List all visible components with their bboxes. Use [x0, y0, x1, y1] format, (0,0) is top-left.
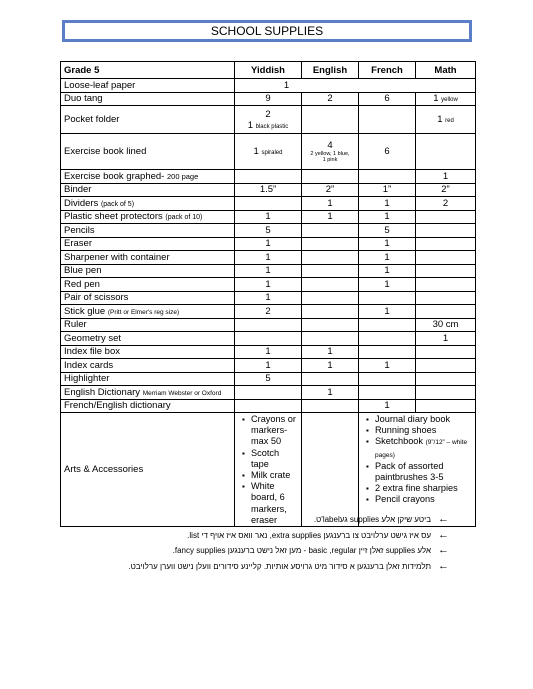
- math-cell: [416, 92, 476, 106]
- table-row: [61, 210, 476, 224]
- yiddish-note: black plastic: [255, 123, 289, 130]
- table-row: [61, 291, 476, 305]
- yiddish-cell: 2: [235, 305, 302, 319]
- french-cell: 1: [359, 251, 416, 265]
- yiddish-cell: 5: [235, 372, 302, 386]
- yiddish-cell: 1: [235, 264, 302, 278]
- table-row: [61, 251, 476, 265]
- english-cell: [302, 413, 359, 527]
- item-label: Dividers: [64, 197, 99, 209]
- french-cell: [359, 332, 416, 346]
- item-cell: Eraser: [61, 237, 235, 251]
- yiddish-cell: [235, 197, 302, 211]
- table-row: [61, 278, 476, 292]
- english-note: 2 yellow, 1 blue,: [310, 151, 350, 157]
- note-text: אלע supplies זאלן זיין basic ,regular - מען זאל נישט ברענגען fancy supplies.: [172, 546, 431, 555]
- math-cell: [416, 237, 476, 251]
- french-cell: 1: [359, 305, 416, 319]
- math-cell: [416, 359, 476, 373]
- french-cell: 1”: [359, 183, 416, 197]
- english-cell: [302, 106, 359, 134]
- math-note: yellow: [441, 97, 458, 104]
- french-arts-list: [362, 414, 472, 506]
- english-cell: 1: [302, 210, 359, 224]
- english-cell: [302, 134, 359, 170]
- item-label: Exercise book graphed-: [64, 170, 165, 182]
- yiddish-qty-2: 1: [247, 119, 253, 131]
- arrow-left-icon: ←: [438, 528, 449, 541]
- item-cell: Index cards: [61, 359, 235, 373]
- yiddish-qty: 2: [265, 108, 271, 120]
- table-row: [61, 92, 476, 106]
- math-cell: [416, 264, 476, 278]
- yiddish-cell: 9: [235, 92, 302, 106]
- math-cell: [416, 224, 476, 238]
- english-cell: [302, 305, 359, 319]
- item-cell: [61, 170, 235, 184]
- table-row: [61, 305, 476, 319]
- english-cell: 1: [302, 345, 359, 359]
- list-item: ▪ White board, 6 markers, eraser: [251, 481, 298, 526]
- math-cell: [416, 251, 476, 265]
- french-cell: 1: [359, 264, 416, 278]
- english-cell: 1: [302, 359, 359, 373]
- english-cell: 2: [302, 92, 359, 106]
- item-cell: Highlighter: [61, 372, 235, 386]
- math-cell: [416, 399, 476, 413]
- math-cell: [416, 305, 476, 319]
- french-cell: 6: [359, 92, 416, 106]
- french-cell: 6: [359, 134, 416, 170]
- yiddish-cell: [235, 318, 302, 332]
- yiddish-note: spiraled: [261, 150, 283, 156]
- yiddish-cell: [235, 332, 302, 346]
- note-item: [128, 559, 449, 575]
- item-label: English Dictionary: [64, 386, 141, 398]
- note-text: ביטע שיקן אלע supplies געlabel'ט.: [313, 515, 431, 524]
- french-cell: 5: [359, 224, 416, 238]
- french-cell: [359, 372, 416, 386]
- table-row: [61, 332, 476, 346]
- yiddish-cell: 1.5”: [235, 183, 302, 197]
- arrow-left-icon: ←: [438, 544, 449, 556]
- sketchbook-note: (9”/12” – white pages): [375, 439, 468, 459]
- item-note: (pack of 5): [100, 200, 135, 208]
- yiddish-cell: 1: [235, 291, 302, 305]
- english-cell: [302, 170, 359, 184]
- note-item: [150, 512, 449, 528]
- list-item: ▪ 2 extra fine sharpies: [375, 483, 472, 494]
- french-cell: [359, 386, 416, 400]
- table-header-row: [61, 62, 476, 79]
- item-cell: Duo tang: [61, 92, 235, 106]
- english-cell: [302, 224, 359, 238]
- item-note: 200 page: [166, 171, 199, 181]
- yiddish-cell: 5: [235, 224, 302, 238]
- math-cell: [416, 278, 476, 292]
- sketchbook-label: Sketchbook: [375, 436, 424, 447]
- table-row: [61, 134, 476, 170]
- english-cell: [302, 332, 359, 346]
- french-cell: [359, 291, 416, 305]
- note-item: [150, 528, 449, 544]
- yiddish-cell: [235, 386, 302, 400]
- column-header-math: Math: [416, 62, 476, 79]
- item-cell: Binder: [61, 183, 235, 197]
- english-cell: [302, 251, 359, 265]
- column-header-yiddish: Yiddish: [235, 62, 302, 79]
- column-header-grade: Grade 5: [61, 62, 235, 79]
- math-cell: 1: [416, 170, 476, 184]
- yiddish-cell: 1: [235, 278, 302, 292]
- french-cell: 1: [359, 359, 416, 373]
- list-item: ▪ Crayons or markers- max 50: [251, 414, 298, 448]
- item-label: Plastic sheet protectors: [64, 211, 163, 223]
- english-cell: [302, 278, 359, 292]
- french-cell: [359, 345, 416, 359]
- table-row: [61, 224, 476, 238]
- merged-qty-cell: 1: [235, 79, 476, 93]
- item-cell: [61, 386, 235, 400]
- english-cell: [302, 372, 359, 386]
- french-math-cell: [359, 413, 476, 527]
- yiddish-cell: 1: [235, 345, 302, 359]
- english-cell: 1: [302, 197, 359, 211]
- table-row: [61, 183, 476, 197]
- supplies-table: [60, 61, 476, 527]
- page-title: SCHOOL SUPPLIES: [62, 20, 472, 42]
- item-cell: Index file box: [61, 345, 235, 359]
- yiddish-cell: 1: [235, 210, 302, 224]
- french-cell: 1: [359, 197, 416, 211]
- english-cell: 1: [302, 386, 359, 400]
- item-cell: Exercise book lined: [61, 134, 235, 170]
- list-item: ▪ Milk crate: [251, 470, 298, 481]
- math-cell: 2”: [416, 183, 476, 197]
- french-cell: [359, 106, 416, 134]
- table-row: [61, 318, 476, 332]
- yiddish-cell: [235, 106, 302, 134]
- yiddish-cell: [235, 134, 302, 170]
- french-cell: [359, 318, 416, 332]
- yiddish-cell: 1: [235, 251, 302, 265]
- column-header-french: French: [359, 62, 416, 79]
- item-cell: Ruler: [61, 318, 235, 332]
- arrow-left-icon: ←: [438, 513, 449, 525]
- item-note: (Pritt or Elmer's reg size): [107, 308, 180, 316]
- math-cell: [416, 134, 476, 170]
- yiddish-cell: 1: [235, 359, 302, 373]
- column-header-english: English: [302, 62, 359, 79]
- yiddish-cell: [235, 413, 302, 527]
- math-cell: [416, 210, 476, 224]
- item-cell: Sharpener with container: [61, 251, 235, 265]
- table-row: [61, 372, 476, 386]
- note-item: [150, 543, 449, 559]
- arts-row: [61, 413, 476, 527]
- item-cell: [61, 197, 235, 211]
- item-cell: Red pen: [61, 278, 235, 292]
- list-item: ▪ Journal diary book: [375, 414, 472, 425]
- english-cell: 2”: [302, 183, 359, 197]
- item-cell: [61, 305, 235, 319]
- note-text: תלמידות זאלן ברענגען א סידור מיט גרויסע אותיות. קליינע סידורים וועלן נישט ווערן ערלויבט.: [128, 561, 431, 571]
- item-label: Stick glue: [64, 305, 106, 317]
- item-note: Merriam Webster or Oxford: [142, 389, 222, 397]
- notes-list: [128, 512, 449, 574]
- item-cell: [61, 210, 235, 224]
- english-cell: [302, 291, 359, 305]
- yiddish-cell: [235, 170, 302, 184]
- french-cell: 1: [359, 237, 416, 251]
- english-cell: [302, 318, 359, 332]
- table-row: [61, 197, 476, 211]
- arrow-left-icon: ←: [438, 559, 449, 572]
- item-cell: Arts & Accessories: [61, 413, 235, 527]
- item-cell: French/English dictionary: [61, 399, 235, 413]
- math-cell: [416, 386, 476, 400]
- french-cell: 1: [359, 399, 416, 413]
- list-item: [375, 436, 472, 460]
- list-item: ▪ Running shoes: [375, 425, 472, 436]
- list-item: ▪ Scotch tape: [251, 448, 298, 470]
- english-cell: [302, 264, 359, 278]
- yiddish-cell: [235, 399, 302, 413]
- math-qty: 1: [433, 93, 439, 105]
- item-note: (pack of 10): [165, 214, 203, 222]
- math-qty: 1: [437, 114, 443, 125]
- math-cell: 30 cm: [416, 318, 476, 332]
- yiddish-cell: 1: [235, 237, 302, 251]
- table-row: [61, 399, 476, 413]
- list-item: ▪ Pack of assorted paintbrushes 3-5: [375, 461, 475, 483]
- math-cell: 2: [416, 197, 476, 211]
- item-cell: Blue pen: [61, 264, 235, 278]
- english-note-2: 1 pink: [322, 157, 338, 163]
- table-row: [61, 386, 476, 400]
- french-cell: 1: [359, 210, 416, 224]
- english-cell: [302, 237, 359, 251]
- yiddish-qty: 1: [253, 146, 259, 157]
- english-cell: [302, 399, 359, 413]
- item-cell: Geometry set: [61, 332, 235, 346]
- table-row: [61, 237, 476, 251]
- math-cell: [416, 345, 476, 359]
- math-cell: 1: [416, 332, 476, 346]
- math-cell: [416, 372, 476, 386]
- table-row: [61, 345, 476, 359]
- math-note: red: [445, 118, 454, 124]
- note-text: עס איז גישט ערלויבט צו ברענגען extra supplies, נאר וואס איז אויף די list.: [187, 530, 431, 540]
- yiddish-arts-list: [238, 414, 298, 526]
- table-row: [61, 79, 476, 93]
- math-cell: [416, 291, 476, 305]
- math-cell: [416, 106, 476, 134]
- item-cell: Pencils: [61, 224, 235, 238]
- item-cell: Loose-leaf paper: [61, 79, 235, 93]
- item-cell: Pair of scissors: [61, 291, 235, 305]
- table-row: [61, 170, 476, 184]
- english-qty: 4: [327, 140, 333, 151]
- table-row: [61, 106, 476, 134]
- item-cell: Pocket folder: [61, 106, 235, 134]
- french-cell: 1: [359, 278, 416, 292]
- french-cell: [359, 170, 416, 184]
- table-row: [61, 359, 476, 373]
- table-row: [61, 264, 476, 278]
- list-item: ▪ Pencil crayons: [375, 494, 472, 505]
